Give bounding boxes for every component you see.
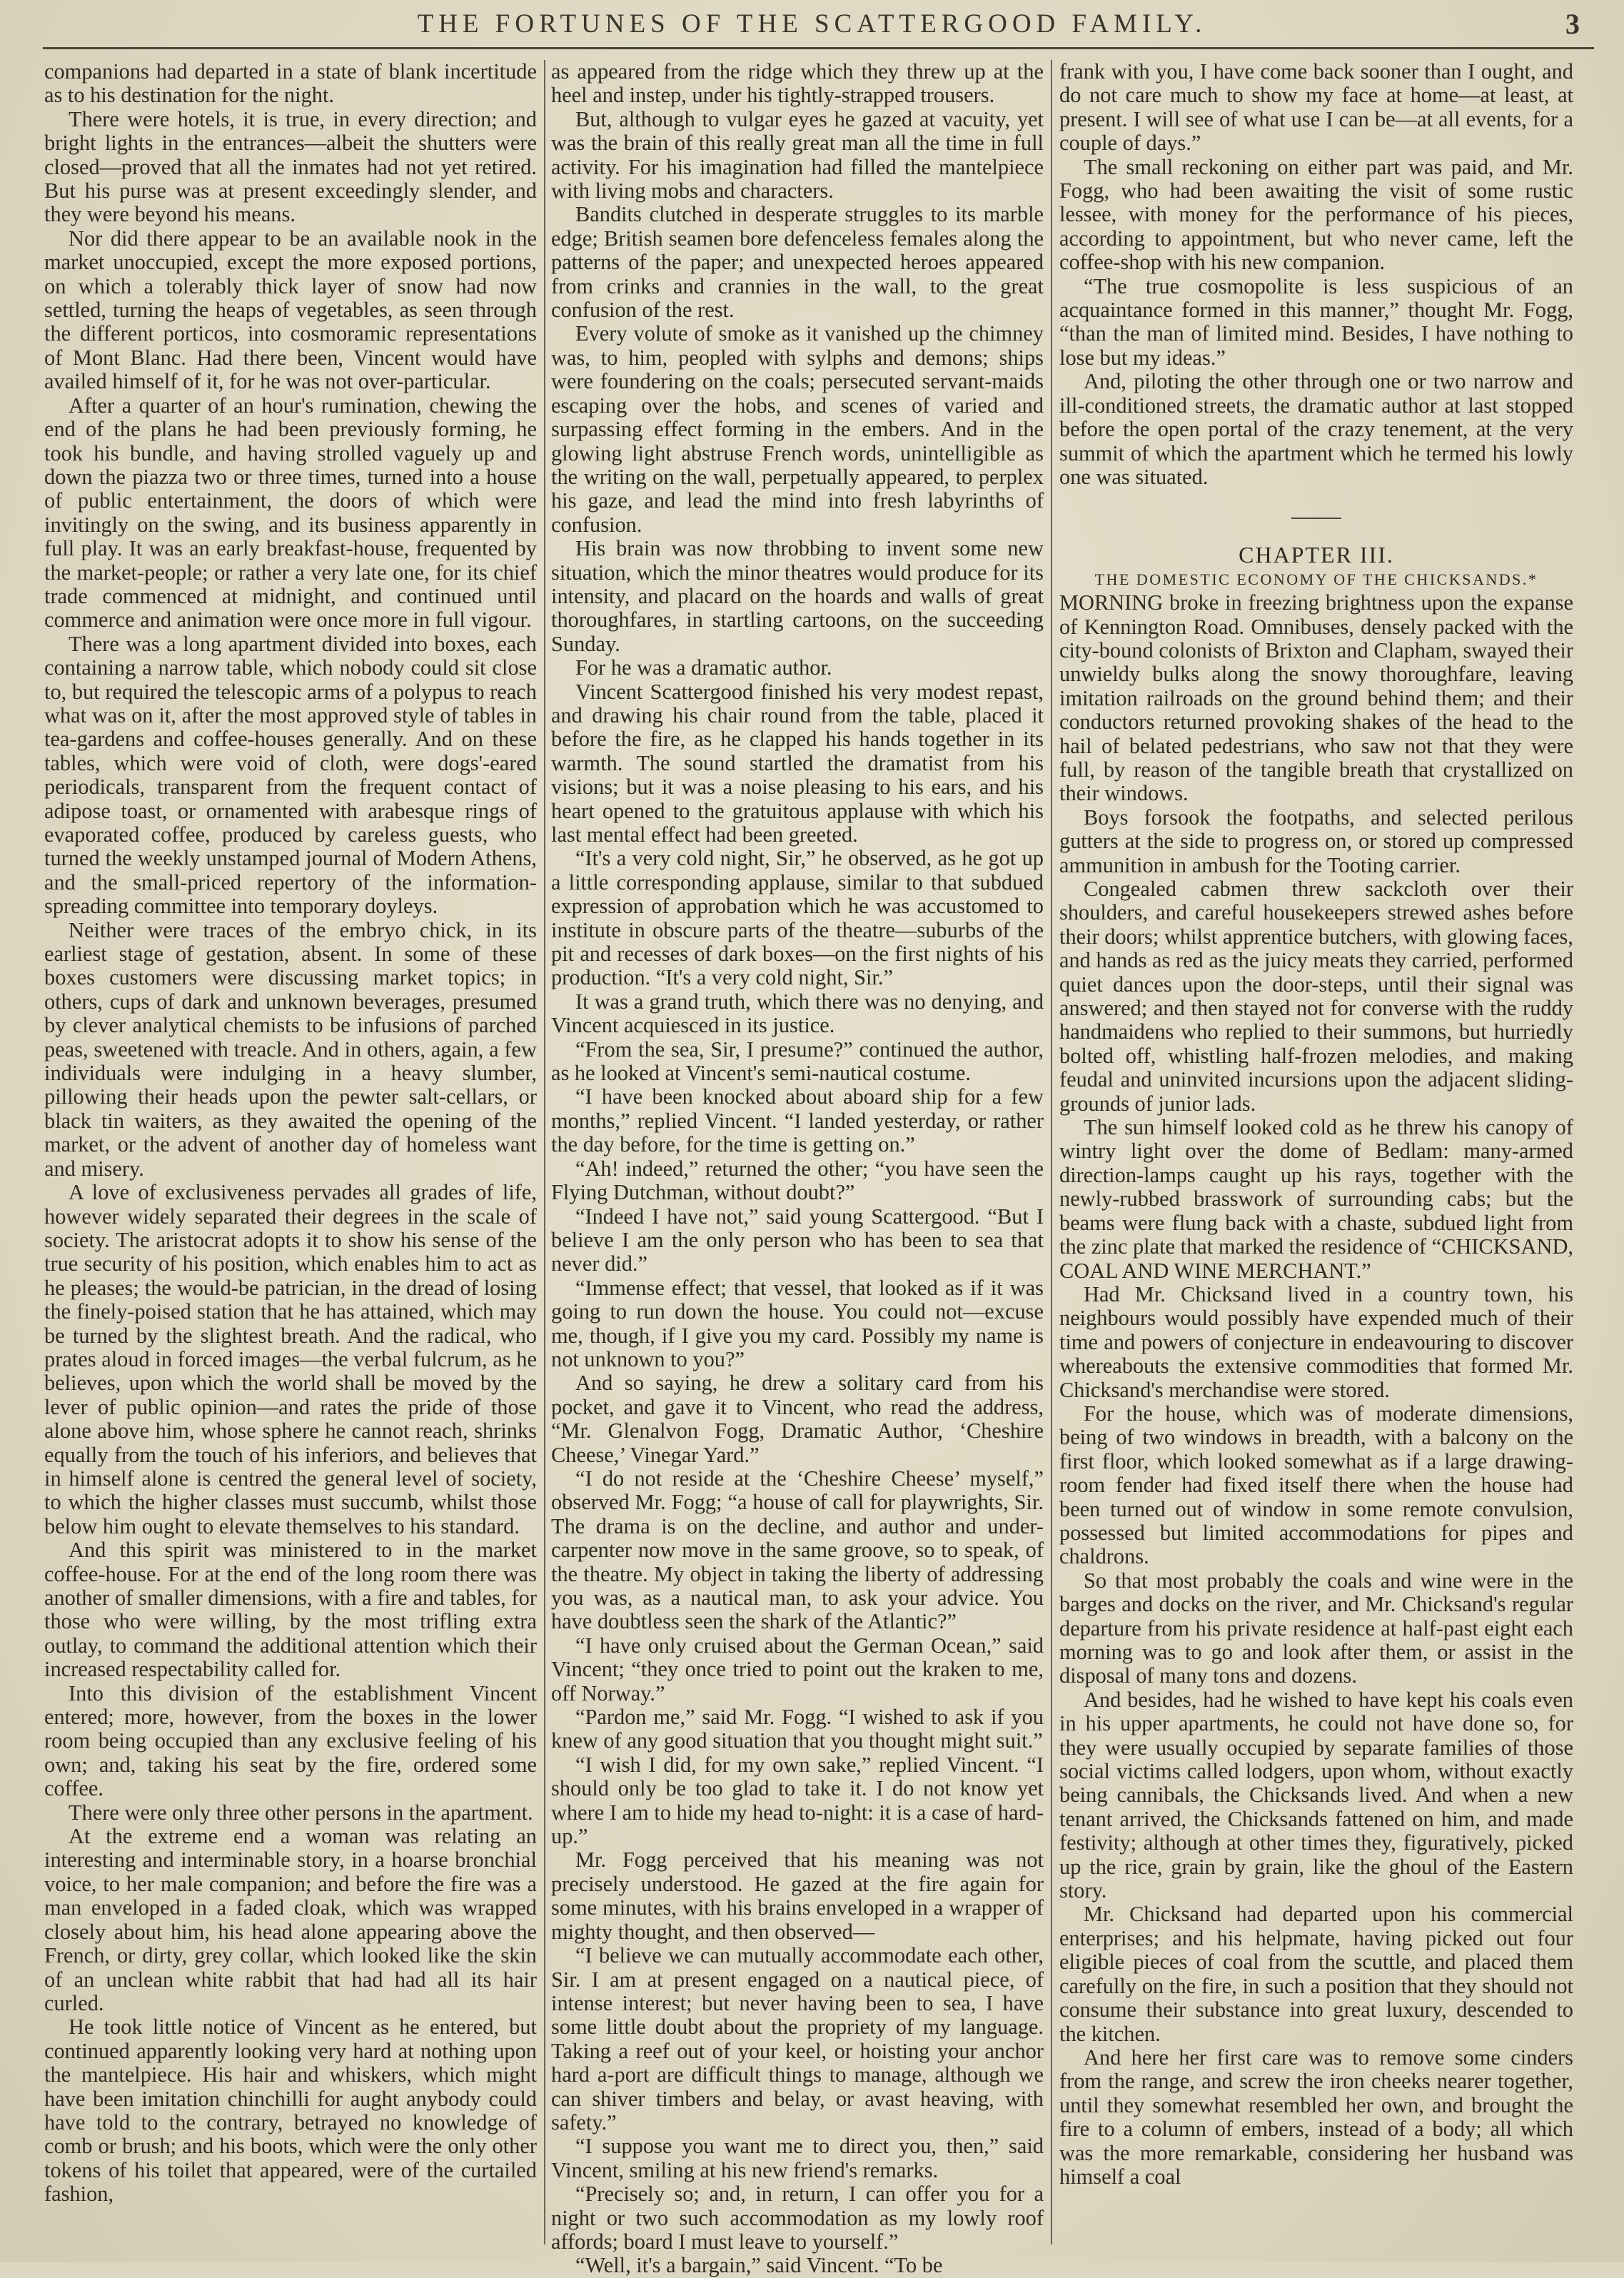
paragraph: Neither were traces of the embryo chick, in its earliest stage of gestation, absent. In some of these boxes customers were discussing market topics; in others, cups of dark and unknown beverages, presumed by clever analytical chemists to be infusions of parched peas, sweetened with treacle. And in others, again, a few individuals were indulging in a heavy slumber, pillowing their heads upon the pewter salt-cellars, or black tin waiters, as they awaited the opening of the market, or the advent of another day of homeless want and misery. xyxy=(44,917,537,1181)
running-title: THE FORTUNES OF THE SCATTERGOOD FAMILY. xyxy=(417,9,1207,39)
section-divider xyxy=(1291,518,1341,519)
paragraph: “Pardon me,” said Mr. Fogg. “I wished to ask if you knew of any good situation that you thought might suit.” xyxy=(551,1705,1044,1753)
paragraph: There was a long apartment divided into boxes, each containing a narrow table, which nobody could sit close to, but required the telescopic arms of a polypus to reach what was on it, after the most approved style of tables in tea-gardens and coffee-houses generally. And on these tables, which were void of cloth, were dogs'-eared periodicals, transparent from the frequent contact of adipose toast, or ornamented with arabesque rings of evaporated coffee, produced by careless guests, who turned the weekly unstamped journal of Modern Athens, and the small-priced repertory of the information-spreading committee into temporary doyleys. xyxy=(44,631,537,919)
paragraph: frank with you, I have come back sooner than I ought, and do not care much to show my face at home—at least, at present. I will see of what use I can be—at all events, for a couple of days.” xyxy=(1059,59,1573,156)
paragraph: The small reckoning on either part was paid, and Mr. Fogg, who had been awaiting the visit of some rustic lessee, with money for the performance of his pieces, according to appointment, but who never came, left the coffee-shop with his new companion. xyxy=(1059,154,1573,275)
paragraph: And so saying, he drew a solitary card from his pocket, and gave it to Vincent, who read the address, “Mr. Glenalvon Fogg, Dramatic Author, ‘Cheshire Cheese,’ Vinegar Yard.” xyxy=(551,1371,1044,1467)
text-column-2 xyxy=(551,59,1044,2278)
paragraph: Boys forsook the footpaths, and selected perilous gutters at the side to progress on, or stored up compressed ammunition in ambush for the Tooting carrier. xyxy=(1059,805,1573,877)
paragraph: A love of exclusiveness pervades all grades of life, however widely separated their degrees in the scale of society. The aristocrat adopts it to show his sense of the true security of his position, which enables him to act as he pleases; the would-be patrician, in the dread of losing the finely-poised station that he has attained, which may be turned by the slightest breath. And the radical, who prates aloud in forced images—the verbal fulcrum, as he believes, upon which the world shall be moved by the lever of public opinion—and rates the pride of those alone above him, whose sphere he cannot reach, shrinks equally from the touch of his inferiors, and believes that in himself alone is centred the general level of society, to which the higher classes must succumb, whilst those below him ought to elevate themselves to his standard. xyxy=(44,1180,537,1538)
paragraph: “Precisely so; and, in return, I can offer you for a night or two such accommodation as my lowly roof affords; board I must leave to yourself.” xyxy=(551,2182,1044,2254)
paragraph: Had Mr. Chicksand lived in a country town, his neighbours would possibly have expended much of their time and powers of conjecture in endeavouring to discover whereabouts the extensive commodities that formed Mr. Chicksand's merchandise were stored. xyxy=(1059,1281,1573,1402)
paragraph: And, piloting the other through one or two narrow and ill-conditioned streets, the dramatic author at last stopped before the open portal of the crazy tenement, at the very summit of which the apartment which he termed his lowly one was situated. xyxy=(1059,369,1573,489)
chapter-heading: CHAPTER III. xyxy=(1239,542,1394,568)
column-divider xyxy=(544,60,545,2244)
paragraph: “I believe we can mutually accommodate each other, Sir. I am at present engaged on a nautical piece, of intense interest; but never having been to sea, I have some little doubt about the propriety of my language. Taking a reef out of your keel, or hoisting your anchor hard a-port are difficult things to manage, although we can shiver timbers and belay, or avast heaving, with safety.” xyxy=(551,1943,1044,2135)
page-number: 3 xyxy=(1565,8,1580,40)
paragraph: “Indeed I have not,” said young Scattergood. “But I believe I am the only person who has been to sea that never did.” xyxy=(551,1204,1044,1276)
paragraph: MORNING broke in freezing brightness upon the expanse of Kennington Road. Omnibuses, densely packed with the city-bound colonists of Brixton and Clapham, swayed their unwieldy bulks along the snowy thoroughfare, leaving imitation railroads on the ground behind them; and their conductors returned provoking shakes of the head to the hail of belated pedestrians, who saw not that they were full, by reason of the tangible breath that crystallized on their windows. xyxy=(1059,590,1573,806)
paragraph: And this spirit was ministered to in the market coffee-house. For at the end of the long room there was another of smaller dimensions, with a fire and tables, for those who were willing, by the most trifling extra outlay, to command the additional attention which their increased respectability called for. xyxy=(44,1538,537,1682)
paragraph: “Ah! indeed,” returned the other; “you have seen the Flying Dutchman, without doubt?” xyxy=(551,1156,1044,1205)
paragraph: “Well, it's a bargain,” said Vincent. “To be xyxy=(575,2253,943,2278)
paragraph: Nor did there appear to be an available nook in the market unoccupied, except the more exposed portions, on which a tolerably thick layer of snow had now settled, turning the heaps of vegetables, as seen through the different porticos, into cosmoramic representations of Mont Blanc. Had there been, Vincent would have availed himself of it, for he was not over-particular. xyxy=(44,226,537,394)
paragraph: “I have been knocked about aboard ship for a few months,” replied Vincent. “I landed yesterday, or rather the day before, for the time is getting on.” xyxy=(551,1084,1044,1157)
paragraph: Mr. Fogg perceived that his meaning was not precisely understood. He gazed at the fire again for some minutes, with his brains enveloped in a wrapper of mighty thought, and then observed— xyxy=(551,1848,1044,1944)
paragraph: companions had departed in a state of blank incertitude as to his destination for the night. xyxy=(44,59,537,108)
paragraph: So that most probably the coals and wine were in the barges and docks on the river, and Mr. Chicksand's regular departure from his private residence at half-past eight each morning was to go and look after them, or assist in the disposal of many tons and dozens. xyxy=(1059,1568,1573,1688)
paragraph: For the house, which was of moderate dimensions, being of two windows in breadth, with a balcony on the first floor, which looked somewhat as if a large drawing-room fender had fixed itself there when the house had been turned out of window in some remote convulsion, possessed but limited accommodations for pipes and chaldrons. xyxy=(1059,1401,1573,1569)
paragraph: After a quarter of an hour's rumination, chewing the end of the plans he had been previously forming, he took his bundle, and having strolled vaguely up and down the piazza two or three times, turned into a house of public entertainment, the doors of which were invitingly on the swing, and its business apparently in full play. It was an early breakfast-house, frequented by the market-people; or rather a very late one, for its chief trade commenced at midnight, and continued until commerce and animation were once more in full vigour. xyxy=(44,393,537,633)
paragraph: For he was a dramatic author. xyxy=(575,655,832,680)
header-rule xyxy=(43,47,1594,49)
paragraph: as appeared from the ridge which they threw up at the heel and instep, under his tightly-strapped trousers. xyxy=(551,59,1044,108)
paragraph: There were hotels, it is true, in every direction; and bright lights in the entrances—albeit the shutters were closed—proved that all the inmates had not yet retired. But his purse was at present exceedingly slender, and they were beyond his means. xyxy=(44,106,537,227)
paragraph: His brain was now throbbing to invent some new situation, which the minor theatres would produce for its intensity, and placard on the hoards and walls of great thoroughfares, in startling cartoons, on the succeeding Sunday. xyxy=(551,536,1044,656)
paragraph: But, although to vulgar eyes he gazed at vacuity, yet was the brain of this really great man all the time in full activity. For his imagination had filled the mantelpiece with living mobs and characters. xyxy=(551,106,1044,203)
column-divider xyxy=(1051,60,1052,2244)
page-header xyxy=(0,0,1624,57)
text-column-1 xyxy=(44,60,537,2248)
paragraph: “I wish I did, for my own sake,” replied Vincent. “I should only be too glad to take it. I do not know yet where I am to hide my head to-night: it is a case of hard-up.” xyxy=(551,1752,1044,1849)
chapter-subtitle: THE DOMESTIC ECONOMY OF THE CHICKSANDS.* xyxy=(1094,570,1538,588)
paragraph: He took little notice of Vincent as he entered, but continued apparently looking very hard at nothing upon the mantelpiece. His hair and whiskers, which might have been imitation chinchilli for aught anybody could have told to the contrary, betrayed no knowledge of comb or brush; and his boots, which were the only other tokens of his toilet that appeared, were of the curtailed fashion, xyxy=(44,2015,537,2207)
paragraph: And here her first care was to remove some cinders from the range, and screw the iron cheeks nearer together, until they somewhat resembled her own, and brought the fire to a column of embers, instead of a body; all which was the more remarkable, considering her husband was himself a coal xyxy=(1059,2045,1573,2189)
paragraph: And besides, had he wished to have kept his coals even in his upper apartments, he could not have done so, for they were usually occupied by separate families of those social victims called lodgers, upon whom, without exactly being cannibals, the Chicksands lived. And when a new tenant arrived, the Chicksands fattened on him, and made festivity; although at other times they, figuratively, picked up the rice, grain by grain, like the ghoul of the Eastern story. xyxy=(1059,1687,1573,1903)
paragraph: “The true cosmopolite is less suspicious of an acquaintance formed in this manner,” thought Mr. Fogg, “than the man of limited mind. Besides, I have nothing to lose but my ideas.” xyxy=(1059,273,1573,370)
paragraph: “I have only cruised about the German Ocean,” said Vincent; “they once tried to point out the kraken to me, off Norway.” xyxy=(551,1633,1044,1705)
paragraph: Congealed cabmen threw sackcloth over their shoulders, and careful housekeepers strewed ashes before their doors; whilst apprentice butchers, with glowing faces, and hands as red as the juicy meats they carried, performed quiet dances upon the door-steps, until their signal was answered; and then stayed not for converse with the ruddy handmaidens who replied to their summons, but hurriedly bolted off, whistling half-frozen melodies, and making feudal and uninvited incursions upon the adjacent sliding-grounds of junior lads. xyxy=(1059,877,1573,1116)
paragraph: Mr. Chicksand had departed upon his commercial enterprises; and his helpmate, having picked out four eligible pieces of coal from the scuttle, and placed them carefully on the fire, in such a position that they should not consume their substance into great luxury, descended to the kitchen. xyxy=(1059,1902,1573,2046)
paragraph: It was a grand truth, which there was no denying, and Vincent acquiesced in its justice. xyxy=(551,989,1044,1038)
text-column-3 xyxy=(1059,60,1573,2248)
paragraph: The sun himself looked cold as he threw his canopy of wintry light over the dome of Bedlam: many-armed direction-lamps caught up his rays, together with the newly-rubbed brasswork of surrounding cabs; but the beams were flung back with a chaste, subdued light from the zinc plate that marked the residence of “CHICKSAND, COAL AND WINE MERCHANT.” xyxy=(1059,1115,1573,1283)
paragraph: “I suppose you want me to direct you, then,” said Vincent, smiling at his new friend's remarks. xyxy=(551,2134,1044,2182)
paragraph: Bandits clutched in desperate struggles to its marble edge; British seamen bore defenceless females along the patterns of the paper; and unexpected heroes appeared from crinks and crannies in the wall, to the great confusion of the rest. xyxy=(551,202,1044,323)
paragraph: “From the sea, Sir, I presume?” continued the author, as he looked at Vincent's semi-nautical costume. xyxy=(551,1037,1044,1086)
paragraph: Vincent Scattergood finished his very modest repast, and drawing his chair round from the table, placed it before the fire, as he clapped his hands together in its warmth. The sound startled the dramatist from his visions; but it was a noise pleasing to his ears, and his heart opened to the gratuitous applause with which his last mental effect had been greeted. xyxy=(551,679,1044,847)
paragraph: “I do not reside at the ‘Cheshire Cheese’ myself,” observed Mr. Fogg; “a house of call for playwrights, Sir. The drama is on the decline, and author and under-carpenter now move in the same groove, so to speak, of the theatre. My object in taking the liberty of addressing you was, as a nautical man, to ask your advice. You have doubtless seen the shark of the Atlantic?” xyxy=(551,1466,1044,1634)
paragraph: Into this division of the establishment Vincent entered; more, however, from the boxes in the lower room being occupied than any exclusive feeling of his own; and, taking his seat by the fire, ordered some coffee. xyxy=(44,1680,537,1801)
paragraph: “Immense effect; that vessel, that looked as if it was going to run down the house. You could not—excuse me, though, if I give you my card. Possibly my name is not unknown to you?” xyxy=(551,1275,1044,1371)
paragraph: Every volute of smoke as it vanished up the chimney was, to him, peopled with sylphs and demons; ships were foundering on the coals; persecuted servant-maids escaping over the hobs, and scenes of varied and surpassing effect forming in the embers. And in the glowing light abstruse French words, unintelligible as the writing on the wall, perpetually appeared, to perplex his gaze, and lead the mind into fresh labyrinths of confusion. xyxy=(551,321,1044,537)
paragraph: There were only three other persons in the apartment. xyxy=(69,1800,533,1825)
paragraph: At the extreme end a woman was relating an interesting and interminable story, in a hoarse bronchial voice, to her male companion; and before the fire was a man enveloped in a faded cloak, which was wrapped closely about him, his head alone appearing above the French, or dirty, grey collar, which looked like the skin of an unclean white rabbit that had had all its hair curled. xyxy=(44,1824,537,2015)
paragraph: “It's a very cold night, Sir,” he observed, as he got up a little corresponding applause, similar to that subdued expression of approbation which he was accustomed to institute in obscure parts of the theatre—suburbs of the pit and recesses of dark boxes—on the first nights of his production. “It's a very cold night, Sir.” xyxy=(551,846,1044,990)
